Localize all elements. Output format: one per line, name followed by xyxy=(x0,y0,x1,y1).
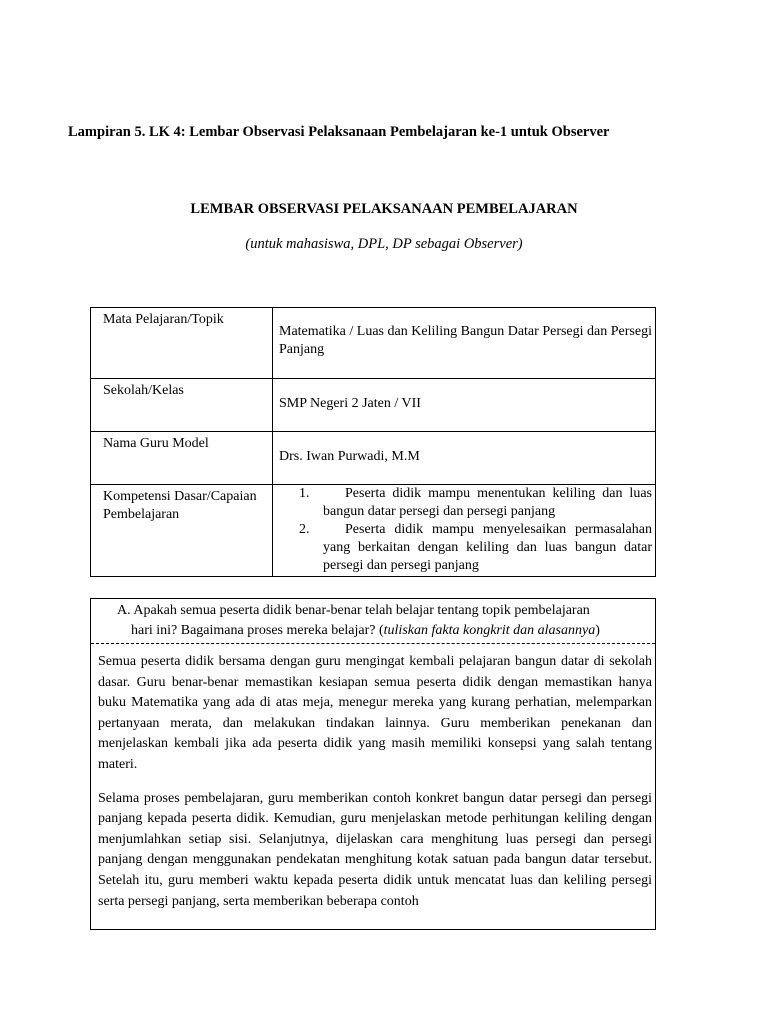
school-cell xyxy=(273,379,656,432)
document-subtitle: (untuk mahasiswa, DPL, DP sebagai Observer) xyxy=(245,236,523,252)
table-row xyxy=(91,432,656,485)
answer-paragraph-2: Selama proses pembelajaran, guru memberikan contoh konkret bangun datar persegi dan persegi panjang kepada peserta didik. Kemudian, guru menjelaskan metode perhitungan keliling dengan menjumlahkan setiap sisi. Selanjutnya, dijelaskan cara menghitung luas persegi dan persegi panjang dengan menggunakan pendekatan menghitung kotak satuan pada bangun datar tersebut. Setelah itu, guru memberi waktu kepada peserta didik untuk mencatat luas dan keliling persegi serta persegi panjang, serta memberikan beberapa contoh xyxy=(98,790,652,909)
teacher-label: Nama Guru Model xyxy=(91,432,273,485)
list-item xyxy=(279,485,652,521)
observation-question xyxy=(91,599,655,644)
question-text: hari ini? Bagaimana proses mereka belajar? ( xyxy=(131,623,384,638)
table-row xyxy=(91,379,656,432)
teacher-cell xyxy=(273,432,656,485)
question-close-paren: ) xyxy=(595,623,600,638)
competency-label: Kompetensi Dasar/Capaian Pembelajaran xyxy=(91,485,273,577)
table-row xyxy=(91,308,656,379)
list-item xyxy=(279,521,652,575)
competency-list xyxy=(279,485,652,575)
question-line-1: A. Apakah semua peserta didik benar-benar telah belajar tentang topik pembelajaran xyxy=(117,603,590,618)
question-line-2 xyxy=(117,621,645,641)
appendix-title: Lampiran 5. LK 4: Lembar Observasi Pelaksanaan Pembelajaran ke-1 untuk Observer xyxy=(68,124,610,140)
school-value: SMP Negeri 2 Jaten / VII xyxy=(279,396,421,411)
table-row xyxy=(91,485,656,577)
teacher-value: Drs. Iwan Purwadi, M.M xyxy=(279,449,420,464)
list-number: 2. xyxy=(299,522,310,537)
info-table xyxy=(90,307,656,577)
competency-cell xyxy=(273,485,656,577)
question-instruction: tuliskan fakta kongkrit dan alasannya xyxy=(383,623,596,638)
observation-box xyxy=(90,598,656,930)
list-item-text: Peserta didik mampu menentukan keliling dan luas bangun datar persegi dan persegi panjang xyxy=(323,486,652,519)
subject-label: Mata Pelajaran/Topik xyxy=(91,308,273,379)
subject-value: Matematika / Luas dan Keliling Bangun Datar Persegi dan Persegi Panjang xyxy=(279,324,652,357)
answer-paragraph-1: Semua peserta didik bersama dengan guru mengingat kembali pelajaran bangun datar di sekolah dasar. Guru benar-benar memastikan kesiapan semua peserta didik dengan memastikan hanya buku Matematika yang ada di atas meja, menegur mereka yang kurang perhatian, melemparkan pertanyaan merata, dan melakukan tindakan lainnya. Guru memberikan penekanan dan menjelaskan kembali jika ada peserta didik yang masih memiliki konsepsi yang salah tentang materi. xyxy=(98,654,652,772)
subject-cell xyxy=(273,308,656,379)
school-label: Sekolah/Kelas xyxy=(91,379,273,432)
observation-answer xyxy=(91,644,655,912)
list-number: 1. xyxy=(299,486,310,501)
document-title: LEMBAR OBSERVASI PELAKSANAAN PEMBELAJARAN xyxy=(190,201,578,217)
list-item-text: Peserta didik mampu menyelesaikan permasalahan yang berkaitan dengan keliling dan luas bangun datar persegi dan persegi panjang xyxy=(323,522,652,573)
